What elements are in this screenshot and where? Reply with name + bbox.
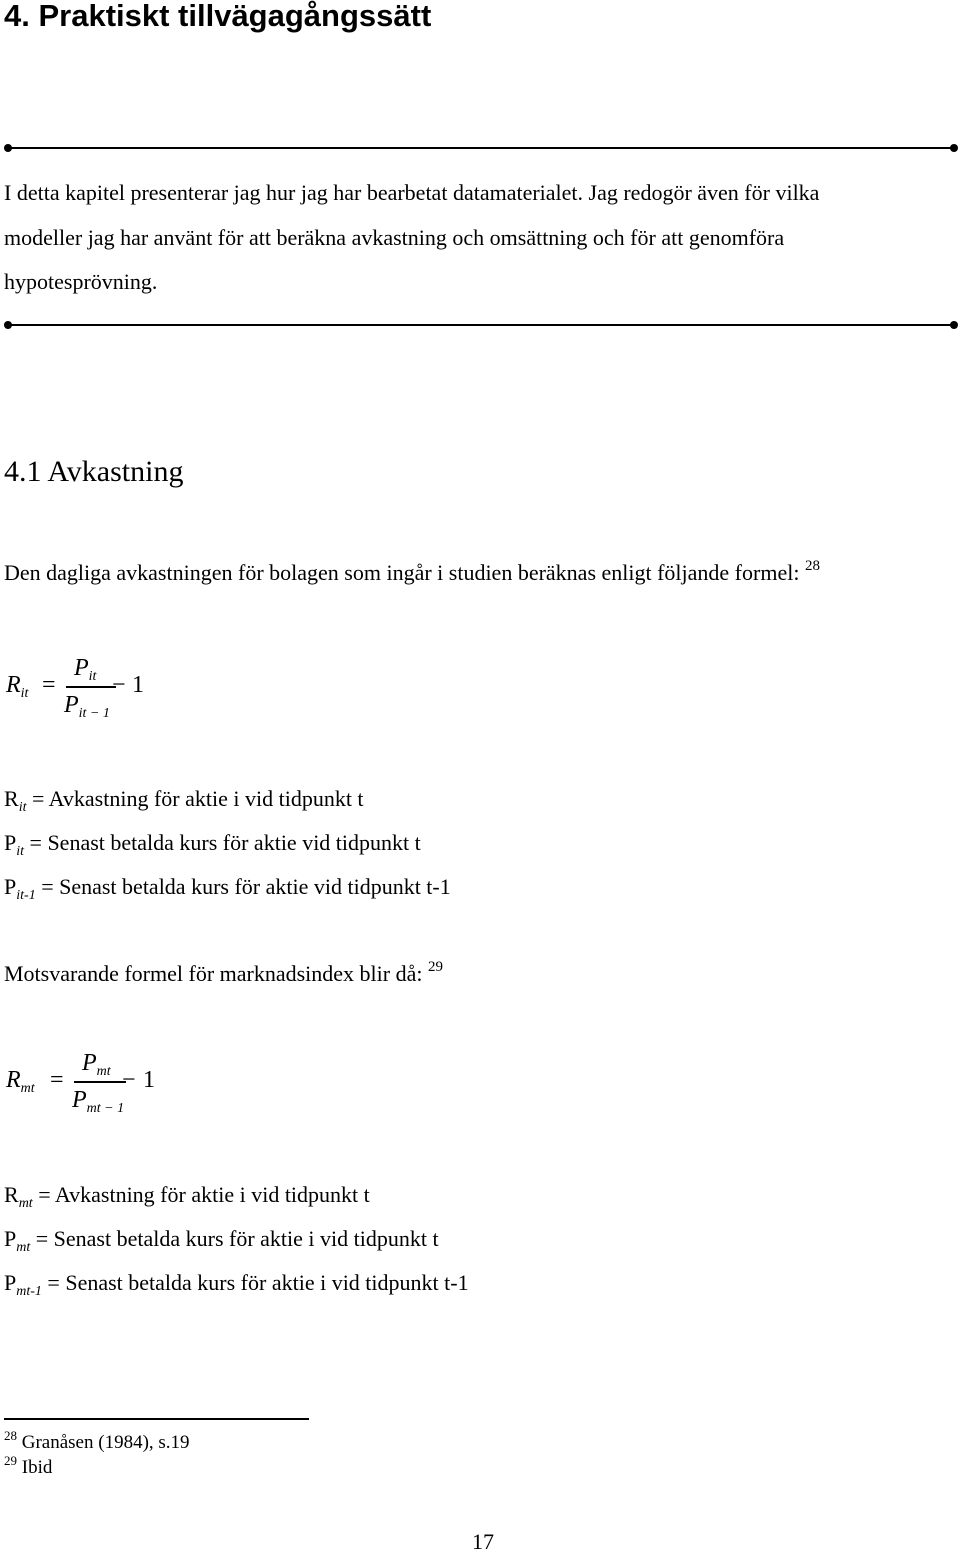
definition-p-it: $P_{it}$ = Senast betalda kurs för aktie vid tidpunkt t [4, 830, 421, 859]
formula-2-one: 1 [143, 1067, 155, 1093]
definition-p-it-1: $P_{it-1}$ = Senast betalda kurs för aktie vid tidpunkt t-1 [4, 874, 451, 903]
formula-2-lhs: $R_{mt}$ [6, 1067, 35, 1096]
formula-1-lhs: $R_{it}$ [6, 672, 29, 701]
intro-line-3: hypotesprövning. [4, 269, 158, 294]
formula-1-equals: = [42, 672, 56, 698]
chapter-title: 4. Praktiskt tillvägagångssätt [4, 0, 432, 33]
definition-p-mt: $P_{mt}$ = Senast betalda kurs för aktie i vid tidpunkt t [4, 1226, 439, 1255]
formula-2-minus: − [122, 1067, 136, 1093]
formula-2-denominator: $P_{mt - 1}$ [72, 1087, 125, 1116]
formula-1-denominator: $P_{it - 1}$ [64, 692, 110, 721]
footnote-ref-29: 29 [427, 959, 443, 975]
formula-1-fraction-bar [66, 686, 116, 688]
formula-1-one: 1 [132, 672, 144, 698]
formula-2-equals: = [50, 1067, 64, 1093]
section-title: 4.1 Avkastning [4, 455, 184, 488]
footnote-28: $^{28}$ Granåsen (1984), s.19 [4, 1428, 190, 1453]
formula-2-fraction-bar [74, 1081, 126, 1083]
paragraph-1-text: Den dagliga avkastningen för bolagen som ingår i studien beräknas enligt följande formel: [4, 560, 805, 585]
formula-1-numerator: $P_{it}$ [74, 655, 97, 684]
paragraph-1 [4, 558, 820, 585]
paragraph-2-text: Motsvarande formel för marknadsindex blir då: [4, 961, 428, 986]
formula-2-numerator: $P_{mt}$ [82, 1050, 111, 1079]
footnote-separator [4, 1418, 309, 1420]
page-number: 17 [472, 1529, 494, 1554]
intro-line-1: I detta kapitel presenterar jag hur jag har bearbetat datamaterialet. Jag redogör även för vilka [4, 180, 820, 205]
paragraph-2 [4, 959, 443, 986]
footnote-29: $^{29}$ Ibid [4, 1453, 53, 1478]
intro-line-2: modeller jag har använt för att beräkna avkastning och omsättning och för att genomföra [4, 225, 785, 250]
definition-p-mt-1: $P_{mt-1}$ = Senast betalda kurs för aktie i vid tidpunkt t-1 [4, 1270, 469, 1299]
footnote-ref-28: 28 [804, 558, 820, 574]
definition-r-mt: $R_{mt}$ = Avkastning för aktie i vid tidpunkt t [4, 1182, 370, 1211]
formula-1-minus: − [112, 672, 126, 698]
definition-r-it: $R_{it}$ = Avkastning för aktie i vid tidpunkt t [4, 786, 364, 815]
